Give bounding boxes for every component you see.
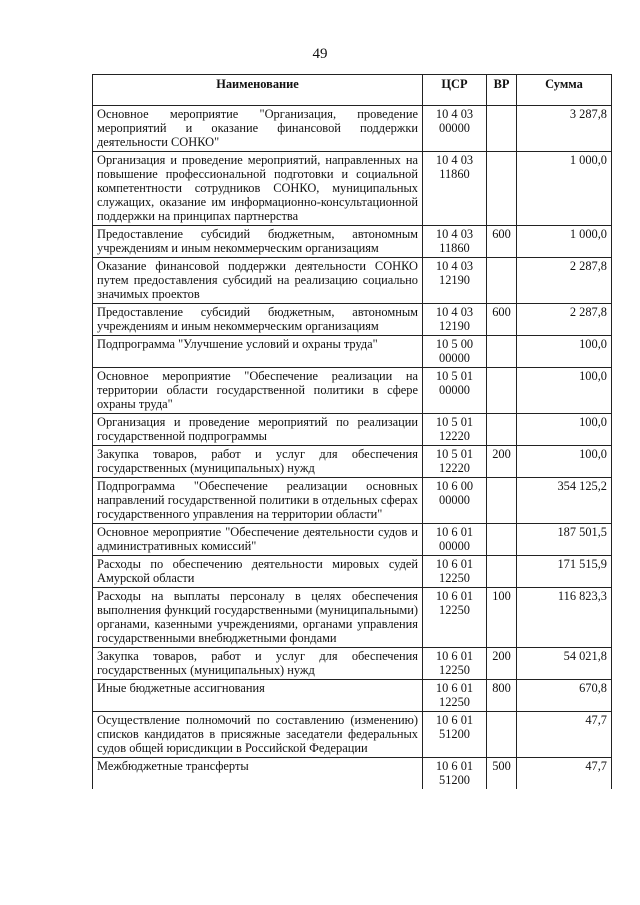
row-csr: 10 6 00 00000: [423, 478, 487, 524]
table-row: [93, 478, 612, 524]
table-header-row: [93, 75, 612, 106]
row-vr: [487, 524, 517, 556]
row-sum: 2 287,8: [517, 304, 612, 336]
row-csr: 10 6 01 12250: [423, 588, 487, 648]
table-row: [93, 304, 612, 336]
row-sum: 100,0: [517, 336, 612, 368]
row-sum: 100,0: [517, 446, 612, 478]
row-vr: 500: [487, 758, 517, 790]
row-vr: [487, 478, 517, 524]
row-name: Основное мероприятие "Обеспечение деятельности судов и административных комиссий": [93, 524, 423, 556]
row-vr: 600: [487, 226, 517, 258]
header-sum: Сумма: [517, 75, 612, 106]
row-csr: 10 6 01 12250: [423, 680, 487, 712]
row-vr: [487, 712, 517, 758]
row-name: Расходы по обеспечению деятельности мировых судей Амурской области: [93, 556, 423, 588]
row-name: Подпрограмма "Улучшение условий и охраны труда": [93, 336, 423, 368]
row-csr: 10 6 01 12250: [423, 556, 487, 588]
table-row: [93, 368, 612, 414]
row-name: Основное мероприятие "Организация, проведение мероприятий и оказание финансовой поддержки деятельности СОНКО": [93, 106, 423, 152]
row-csr: 10 6 01 00000: [423, 524, 487, 556]
row-csr: 10 5 00 00000: [423, 336, 487, 368]
table-row: [93, 556, 612, 588]
row-vr: 600: [487, 304, 517, 336]
table-row: [93, 712, 612, 758]
row-vr: [487, 336, 517, 368]
table-row: [93, 336, 612, 368]
table-row: [93, 588, 612, 648]
row-name: Организация и проведение мероприятий, направленных на повышение профессиональной подготовки и социальной компетентности сотрудников СОНКО, муниципальных служащих, оказание им информационно-консультационной поддержки на принципах партнерства: [93, 152, 423, 226]
page-number: 49: [312, 46, 328, 62]
header-name: Наименование: [93, 75, 423, 106]
table-row: [93, 680, 612, 712]
row-sum: 2 287,8: [517, 258, 612, 304]
row-sum: 187 501,5: [517, 524, 612, 556]
row-name: Закупка товаров, работ и услуг для обеспечения государственных (муниципальных) нужд: [93, 446, 423, 478]
row-csr: 10 6 01 51200: [423, 758, 487, 790]
row-csr: 10 4 03 12190: [423, 258, 487, 304]
row-name: Осуществление полномочий по составлению (изменению) списков кандидатов в присяжные заседатели федеральных судов общей юрисдикции в Российской Федерации: [93, 712, 423, 758]
row-csr: 10 4 03 11860: [423, 152, 487, 226]
row-sum: 670,8: [517, 680, 612, 712]
row-name: Закупка товаров, работ и услуг для обеспечения государственных (муниципальных) нужд: [93, 648, 423, 680]
row-sum: 171 515,9: [517, 556, 612, 588]
row-csr: 10 6 01 51200: [423, 712, 487, 758]
row-sum: 3 287,8: [517, 106, 612, 152]
table-row: [93, 524, 612, 556]
table-row: [93, 106, 612, 152]
row-vr: 200: [487, 648, 517, 680]
row-csr: 10 5 01 12220: [423, 446, 487, 478]
row-vr: [487, 106, 517, 152]
row-csr: 10 6 01 12250: [423, 648, 487, 680]
table-row: [93, 226, 612, 258]
row-name: Предоставление субсидий бюджетным, автономным учреждениям и иным некоммерческим организациям: [93, 304, 423, 336]
row-csr: 10 5 01 00000: [423, 368, 487, 414]
row-csr: 10 4 03 12190: [423, 304, 487, 336]
row-sum: 354 125,2: [517, 478, 612, 524]
row-name: Основное мероприятие "Обеспечение реализации на территории области государственной политики в сфере охраны труда": [93, 368, 423, 414]
row-vr: [487, 258, 517, 304]
table-row: [93, 648, 612, 680]
row-vr: [487, 414, 517, 446]
row-sum: 100,0: [517, 368, 612, 414]
row-vr: [487, 152, 517, 226]
row-vr: [487, 368, 517, 414]
header-csr: ЦСР: [423, 75, 487, 106]
table-row: [93, 446, 612, 478]
row-sum: 47,7: [517, 758, 612, 790]
table-row: [93, 258, 612, 304]
row-vr: 800: [487, 680, 517, 712]
row-name: Подпрограмма "Обеспечение реализации основных направлений государственной политики в отдельных сферах государственного управления на территории области": [93, 478, 423, 524]
row-vr: 200: [487, 446, 517, 478]
row-sum: 47,7: [517, 712, 612, 758]
row-sum: 100,0: [517, 414, 612, 446]
row-name: Оказание финансовой поддержки деятельности СОНКО путем предоставления субсидий на реализацию социально значимых проектов: [93, 258, 423, 304]
row-name: Расходы на выплаты персоналу в целях обеспечения выполнения функций государственными (муниципальными) органами, казенными учреждениями, органами управления государственными внебюджетными фондами: [93, 588, 423, 648]
row-name: Иные бюджетные ассигнования: [93, 680, 423, 712]
row-name: Организация и проведение мероприятий по реализации государственной подпрограммы: [93, 414, 423, 446]
row-sum: 116 823,3: [517, 588, 612, 648]
row-vr: [487, 556, 517, 588]
row-vr: 100: [487, 588, 517, 648]
table-row: [93, 152, 612, 226]
table-row: [93, 414, 612, 446]
table-row: [93, 758, 612, 790]
row-sum: 54 021,8: [517, 648, 612, 680]
budget-table: [92, 74, 612, 789]
row-name: Межбюджетные трансферты: [93, 758, 423, 790]
row-sum: 1 000,0: [517, 226, 612, 258]
row-csr: 10 4 03 00000: [423, 106, 487, 152]
row-csr: 10 5 01 12220: [423, 414, 487, 446]
header-vr: ВР: [487, 75, 517, 106]
row-sum: 1 000,0: [517, 152, 612, 226]
row-name: Предоставление субсидий бюджетным, автономным учреждениям и иным некоммерческим организациям: [93, 226, 423, 258]
row-csr: 10 4 03 11860: [423, 226, 487, 258]
